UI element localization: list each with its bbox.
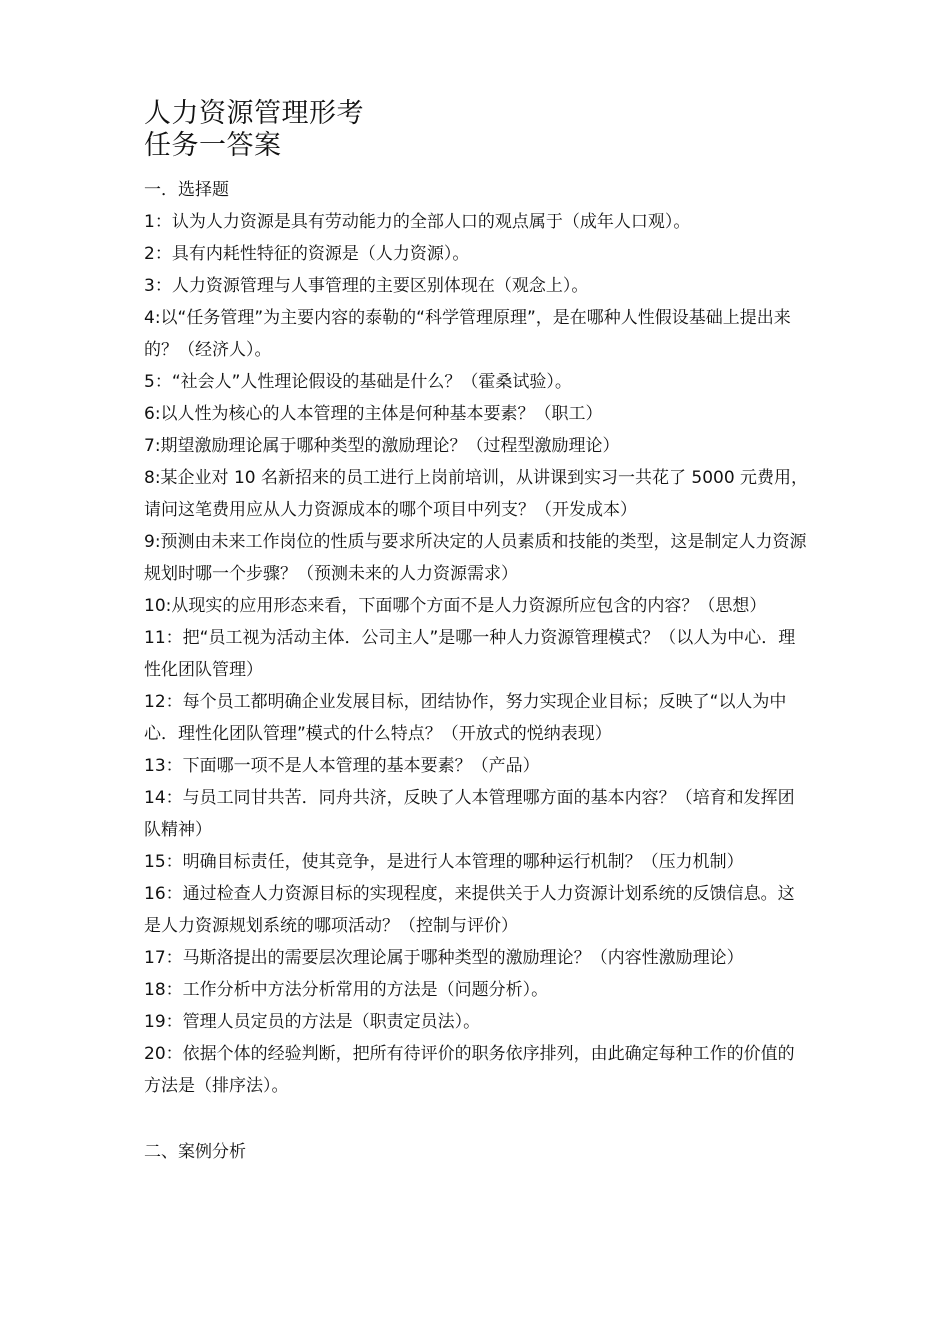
question-item-4: 4:以“任务管理”为主要内容的泰勒的“科学管理原理”，是在哪种人性假设基础上提出来的？（经济人）。	[144, 308, 791, 360]
question-item-16: 16：通过检查人力资源目标的实现程度，来提供关于人力资源计划系统的反馈信息。这是人力资源规划系统的哪项活动？（控制与评价）	[144, 884, 795, 936]
question-item-7: 7:期望激励理论属于哪种类型的激励理论？（过程型激励理论）	[144, 436, 620, 456]
question-item-6: 6:以人性为核心的人本管理的主体是何种基本要素？（职工）	[144, 404, 603, 424]
question-item-2: 2：具有内耗性特征的资源是（人力资源）。	[144, 244, 470, 264]
question-item-18: 18：工作分析中方法分析常用的方法是（问题分析）。	[144, 980, 549, 1000]
question-item-5: 5：“社会人”人性理论假设的基础是什么？（霍桑试验）。	[144, 372, 572, 392]
document-title	[144, 98, 810, 162]
question-item-10: 10:从现实的应用形态来看，下面哪个方面不是人力资源所应包含的内容？（思想）	[144, 596, 767, 616]
question-item-8: 8:某企业对 10 名新招来的员工进行上岗前培训，从讲课到实习一共花了 5000 元费用，请问这笔费用应从人力资源成本的哪个项目中列支？（开发成本）	[144, 468, 809, 520]
question-item-20: 20：依据个体的经验判断，把所有待评价的职务依序排列，由此确定每种工作的价值的方法是（排序法）。	[144, 1044, 795, 1096]
title-line-1: 人力资源管理形考	[144, 98, 364, 129]
question-item-17: 17：马斯洛提出的需要层次理论属于哪种类型的激励理论？（内容性激励理论）	[144, 948, 744, 968]
question-item-11: 11：把“员工视为活动主体．公司主人”是哪一种人力资源管理模式？（以人为中心．理性化团队管理）	[144, 628, 796, 680]
question-item-1: 1：认为人力资源是具有劳动能力的全部人口的观点属于（成年人口观）。	[144, 212, 691, 232]
question-item-3: 3：人力资源管理与人事管理的主要区别体现在（观念上）。	[144, 276, 589, 296]
section-heading-choice: 一．选择题	[144, 180, 229, 200]
section-heading-case: 二、案例分析	[144, 1142, 246, 1162]
document-body	[144, 98, 810, 1168]
question-item-9: 9:预测由未来工作岗位的性质与要求所决定的人员素质和技能的类型，这是制定人力资源规划时哪一个步骤？（预测未来的人力资源需求）	[144, 532, 807, 584]
question-item-12: 12：每个员工都明确企业发展目标，团结协作，努力实现企业目标；反映了“以人为中心．理性化团队管理”模式的什么特点？（开放式的悦纳表现）	[144, 692, 787, 744]
question-list	[144, 206, 810, 1102]
question-item-14: 14：与员工同甘共苦．同舟共济，反映了人本管理哪方面的基本内容？（培育和发挥团队精神）	[144, 788, 795, 840]
title-line-2: 任务一答案	[144, 130, 282, 161]
question-item-13: 13：下面哪一项不是人本管理的基本要素？（产品）	[144, 756, 540, 776]
question-item-19: 19：管理人员定员的方法是（职责定员法）。	[144, 1012, 481, 1032]
question-item-15: 15：明确目标责任，使其竞争，是进行人本管理的哪种运行机制？（压力机制）	[144, 852, 744, 872]
